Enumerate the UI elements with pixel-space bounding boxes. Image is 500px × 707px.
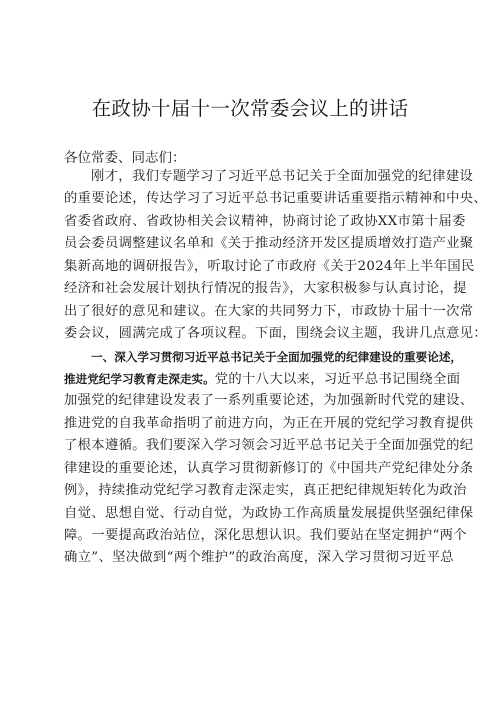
paragraph-line: 集新高地的调研报告》，听取讨论了市政府《关于2024年上半年国民 <box>64 258 475 274</box>
paragraph-line: 经济和社会发展计划执行情况的报告》，大家积极参与认真讨论，提 <box>64 281 467 297</box>
paragraph-line: 刚才，我们专题学习了习近平总书记关于全面加强党的纪律建设 <box>91 169 474 184</box>
paragraph-line: 员会委员调整建议名单和《关于推动经济开发区提质增效打造产业聚 <box>64 236 474 252</box>
paragraph-line: 推进党的自我革命指明了前进方向，为正在开展的党纪学习教育提供 <box>64 415 474 431</box>
paragraph-line: 省委省政府、省政协相关会议精神，协商讨论了政协XX市第十届委 <box>64 213 466 229</box>
paragraph-line: 委会议，圆满完成了各项议程。下面，围绕会议主题，我讲几点意见： <box>64 326 488 342</box>
paragraph-text: 党的十八大以来，习近平总书记围绕全面 <box>214 371 461 387</box>
paragraph-line: 确立”、坚决做到“两个维护”的政治高度，深入学习贯彻习近平总 <box>64 550 454 566</box>
section-heading-continuation: 推进党纪学习教育走深走实。 <box>64 371 215 386</box>
document-body <box>64 166 488 570</box>
section-heading: 一、深入学习贯彻习近平总书记关于全面加强党的纪律建设的重要论述， <box>91 349 463 364</box>
paragraph-line: 加强党的纪律建设发表了一系列重要论述，为加强新时代党的建设、 <box>64 393 474 409</box>
paragraph-line: 的重要论述，传达学习了习近平总书记重要讲话重要指示精神和中央、 <box>64 191 488 207</box>
paragraph-line: 自觉、思想自觉、行动自觉，为政协工作高质量发展提供坚强纪律保 <box>64 505 474 521</box>
section-heading-line <box>64 368 461 390</box>
paragraph-line: 例》，持续推动党纪学习教育走深走实，真正把纪律规矩转化为政治 <box>64 483 467 499</box>
document-title: 在政协十届十一次常委会议上的讲话 <box>91 97 409 120</box>
paragraph-line: 出了很好的意见和建议。在大家的共同努力下，市政协十届十一次常 <box>64 303 474 319</box>
paragraph-line: 了根本遵循。我们要深入学习领会习近平总书记关于全面加强党的纪 <box>64 438 474 454</box>
salutation: 各位常委、同志们： <box>64 150 186 166</box>
paragraph-line: 障。一要提高政治站位，深化思想认识。我们要站在坚定拥护“两个 <box>64 528 467 543</box>
paragraph-line: 律建设的重要论述，认真学习贯彻新修订的《中国共产党纪律处分条 <box>64 460 474 476</box>
